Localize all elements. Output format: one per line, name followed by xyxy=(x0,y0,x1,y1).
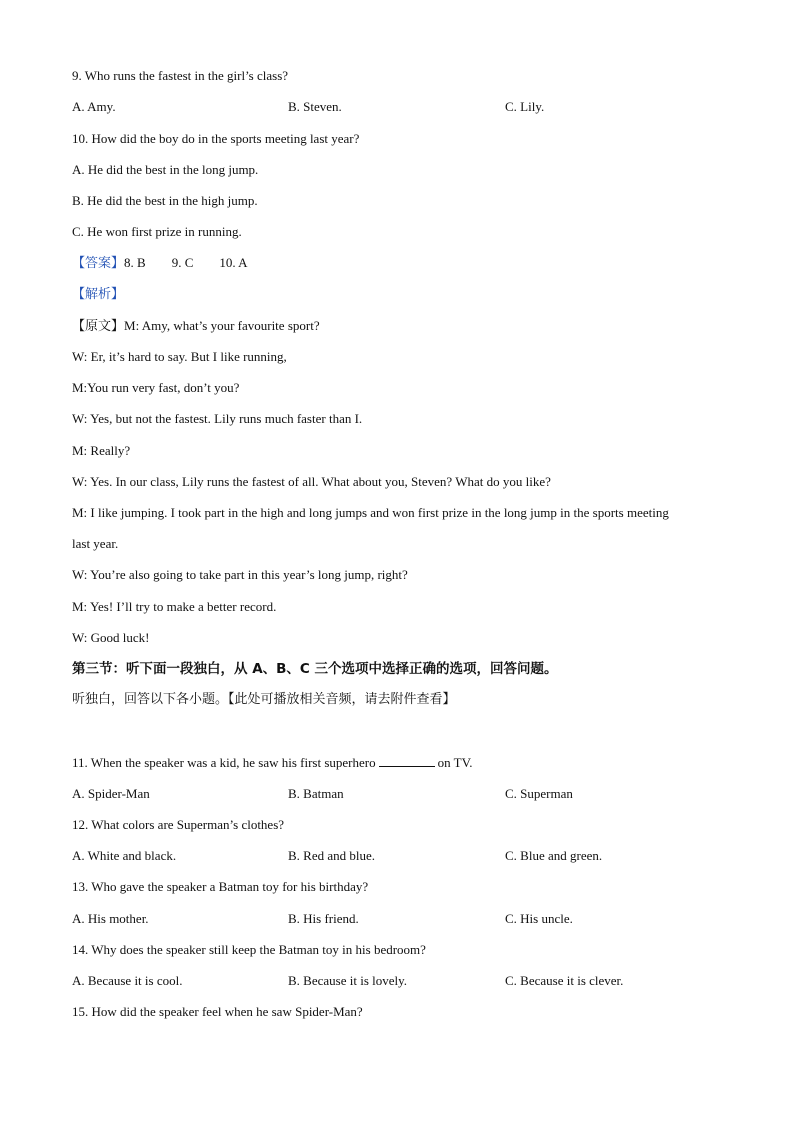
transcript-text-1: M: Amy, what’s your favourite sport? xyxy=(124,318,320,333)
q11-option-a: A. Spider-Man xyxy=(72,786,150,801)
question-11-text-pre: 11. When the speaker was a kid, he saw his first superhero xyxy=(72,755,376,770)
q14-option-c: C. Because it is clever. xyxy=(505,973,624,988)
question-13: 13. Who gave the speaker a Batman toy for his birthday? xyxy=(72,879,369,894)
answer-8: 8. B xyxy=(124,255,146,270)
question-14: 14. Why does the speaker still keep the Batman toy in his bedroom? xyxy=(72,942,426,957)
q13-option-a: A. His mother. xyxy=(72,911,149,926)
question-12: 12. What colors are Superman’s clothes? xyxy=(72,817,285,832)
q9-option-b: B. Steven. xyxy=(288,99,342,114)
section-3-instruction: 听独白，回答以下各小题。【此处可播放相关音频，请去附件查看】 xyxy=(72,692,456,707)
transcript-line-8: W: You’re also going to take part in this year’s long jump, right? xyxy=(72,567,408,582)
q12-option-b: B. Red and blue. xyxy=(288,848,376,863)
answer-line xyxy=(72,255,248,272)
q13-option-c: C. His uncle. xyxy=(505,911,573,926)
transcript-line-1 xyxy=(72,318,320,335)
transcript-line-5: M: Really? xyxy=(72,443,131,458)
analysis-label: 【解析】 xyxy=(72,287,125,302)
question-11-text-post: on TV. xyxy=(437,755,473,770)
q11-option-b: B. Batman xyxy=(288,786,344,801)
q10-option-b: B. He did the best in the high jump. xyxy=(72,193,258,208)
question-10: 10. How did the boy do in the sports meeting last year? xyxy=(72,131,360,146)
transcript-label: 【原文】 xyxy=(72,319,125,334)
question-9: 9. Who runs the fastest in the girl’s class? xyxy=(72,68,289,83)
answer-blank xyxy=(379,755,435,767)
answer-9: 9. C xyxy=(171,255,194,270)
q12-option-c: C. Blue and green. xyxy=(505,848,603,863)
q14-option-a: A. Because it is cool. xyxy=(72,973,183,988)
q13-option-b: B. His friend. xyxy=(288,911,359,926)
transcript-line-6: W: Yes. In our class, Lily runs the fastest of all. What about you, Steven? What do you like? xyxy=(72,474,551,489)
transcript-line-2: W: Er, it’s hard to say. But I like running, xyxy=(72,349,287,364)
q14-option-b: B. Because it is lovely. xyxy=(288,973,408,988)
transcript-line-7b: last year. xyxy=(72,536,119,551)
question-11 xyxy=(72,755,473,771)
q9-option-c: C. Lily. xyxy=(505,99,545,114)
answer-label: 【答案】 xyxy=(72,256,125,271)
transcript-line-3: M:You run very fast, don’t you? xyxy=(72,380,240,395)
transcript-line-7a: M: I like jumping. I took part in the high and long jumps and won first prize in the long jump in the sports meeting xyxy=(72,505,669,520)
transcript-line-9: M: Yes! I’ll try to make a better record. xyxy=(72,599,277,614)
section-3-heading: 第三节：听下面一段独白，从 A、B、C 三个选项中选择正确的选项，回答问题。 xyxy=(72,661,558,677)
q10-option-c: C. He won first prize in running. xyxy=(72,224,242,239)
q9-option-a: A. Amy. xyxy=(72,99,116,114)
q10-option-a: A. He did the best in the long jump. xyxy=(72,162,259,177)
transcript-line-4: W: Yes, but not the fastest. Lily runs much faster than I. xyxy=(72,411,363,426)
question-15: 15. How did the speaker feel when he saw Spider-Man? xyxy=(72,1004,363,1019)
transcript-line-10: W: Good luck! xyxy=(72,630,150,645)
q12-option-a: A. White and black. xyxy=(72,848,177,863)
q11-option-c: C. Superman xyxy=(505,786,573,801)
answer-10: 10. A xyxy=(219,255,248,270)
